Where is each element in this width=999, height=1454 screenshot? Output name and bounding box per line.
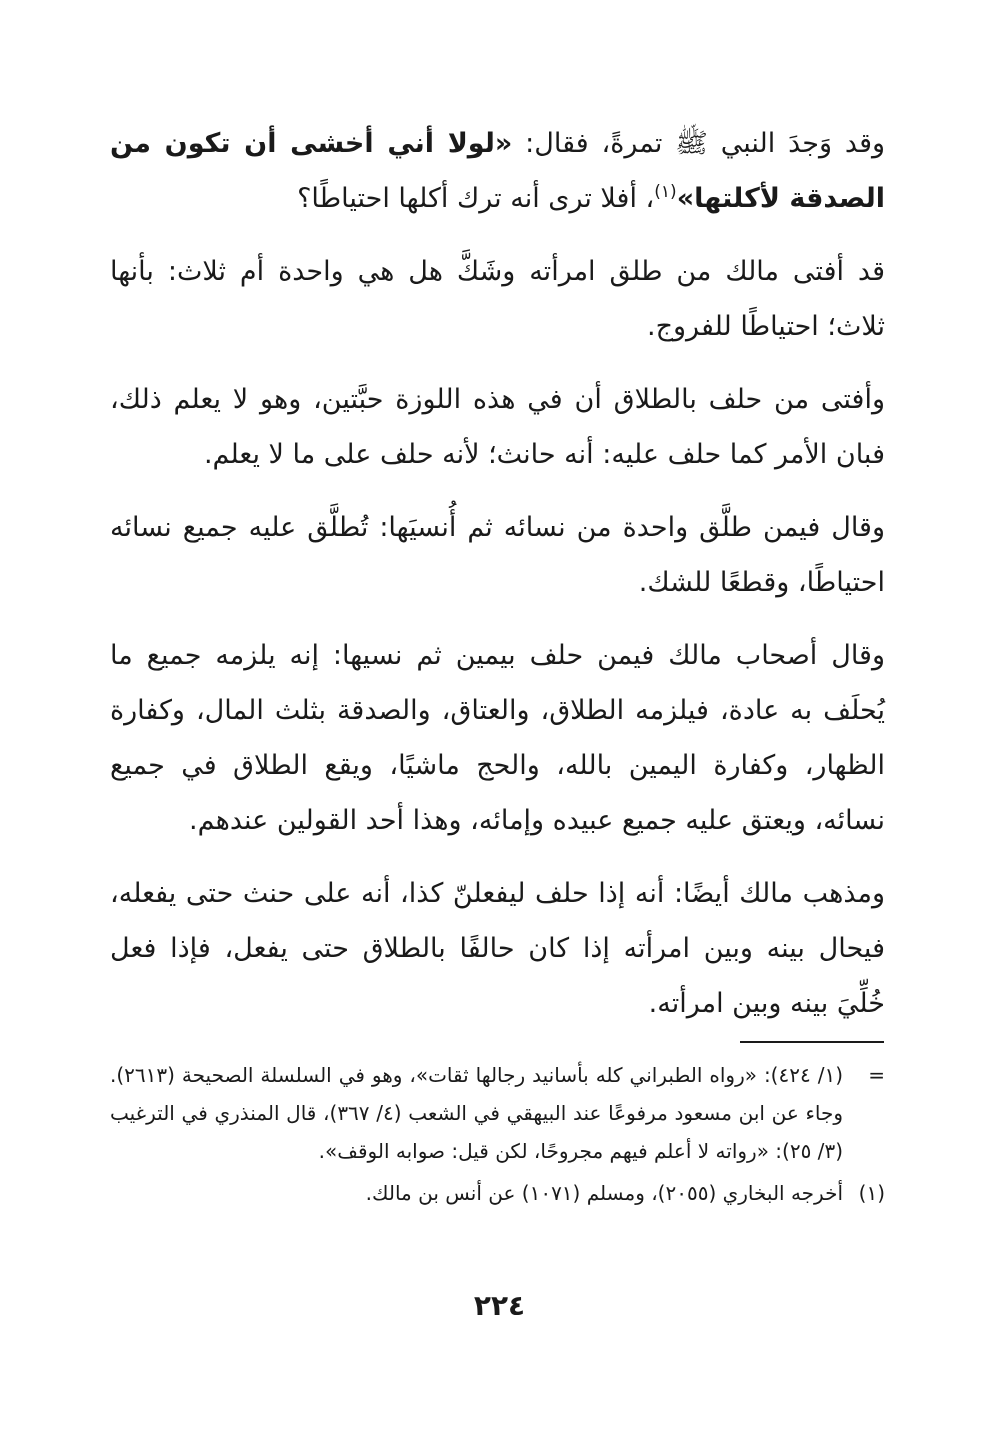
hadith-quote: «لولا أني أخشى أن تكون من الصدقة لأكلتها» — [110, 128, 885, 214]
footnote-continued-text: (١/ ٤٢٤): «رواه الطبراني كله بأسانيد رجالها ثقات»، وهو في السلسلة الصحيحة (٢٦١٣). وجاء عن ابن مسعود مرفوعًا عند البيهقي في الشعب (٤/ ٣٦٧)، قال المنذري في الترغيب (٣/ ٢٥): «رواته لا أعلم فيهم مجروحًا، لكن قيل: صوابه الوقف». — [110, 1063, 843, 1163]
footnote-reference: (١) — [654, 182, 677, 202]
paragraph-2: قد أفتى مالك من طلق امرأته وشَكَّ هل هي واحدة أم ثلاث: بأنها ثلاث؛ احتياطًا للفروج. — [110, 256, 885, 342]
paragraph-5: وقال أصحاب مالك فيمن حلف بيمين ثم نسيها: إنه يلزمه جميع ما يُحلَف به عادة، فيلزمه الطلاق، والعتاق، والصدقة بثلث المال، وكفارة الظهار، وكفارة اليمين بالله، والحج ماشيًا، ويقع الطلاق في جميع نسائه، ويعتق عليه جميع عبيده وإمائه، وهذا أحد القولين عندهم. — [110, 640, 885, 836]
paragraph-1-ending: ، أفلا ترى أنه ترك أكلها احتياطًا؟ — [297, 183, 655, 214]
footnotes — [110, 1056, 885, 1216]
footnote-1-text: أخرجه البخاري (٢٠٥٥)، ومسلم (١٠٧١) عن أنس بن مالك. — [365, 1181, 843, 1205]
paragraph-6: ومذهب مالك أيضًا: أنه إذا حلف ليفعلنّ كذا، أنه على حنث حتى يفعله، فيحال بينه وبين امرأته إذا كان حالفًا بالطلاق حتى يفعل، فإذا فعل خُلِّيَ بينه وبين امرأته. — [110, 878, 885, 1019]
main-text — [110, 116, 885, 1049]
footnote-1 — [110, 1174, 885, 1212]
paragraph-1-intro: وقد وَجدَ النبي ﷺ تمرةً، فقال: — [512, 128, 886, 159]
footnote-continuation-mark: = — [868, 1063, 885, 1087]
page-number: ٢٢٤ — [473, 1289, 526, 1322]
paragraph-4: وقال فيمن طلَّق واحدة من نسائه ثم أُنسيَها: تُطلَّق عليه جميع نسائه احتياطًا، وقطعًا للشك. — [110, 512, 885, 598]
footnote-continued — [110, 1056, 885, 1170]
paragraph-3: وأفتى من حلف بالطلاق أن في هذه اللوزة حبَّتين، وهو لا يعلم ذلك، فبان الأمر كما حلف عليه: أنه حانث؛ لأنه حلف على ما لا يعلم. — [110, 384, 885, 470]
footnote-1-number: (١) — [858, 1181, 885, 1205]
paragraph-1 — [110, 116, 885, 226]
footnote-divider — [740, 1041, 884, 1043]
